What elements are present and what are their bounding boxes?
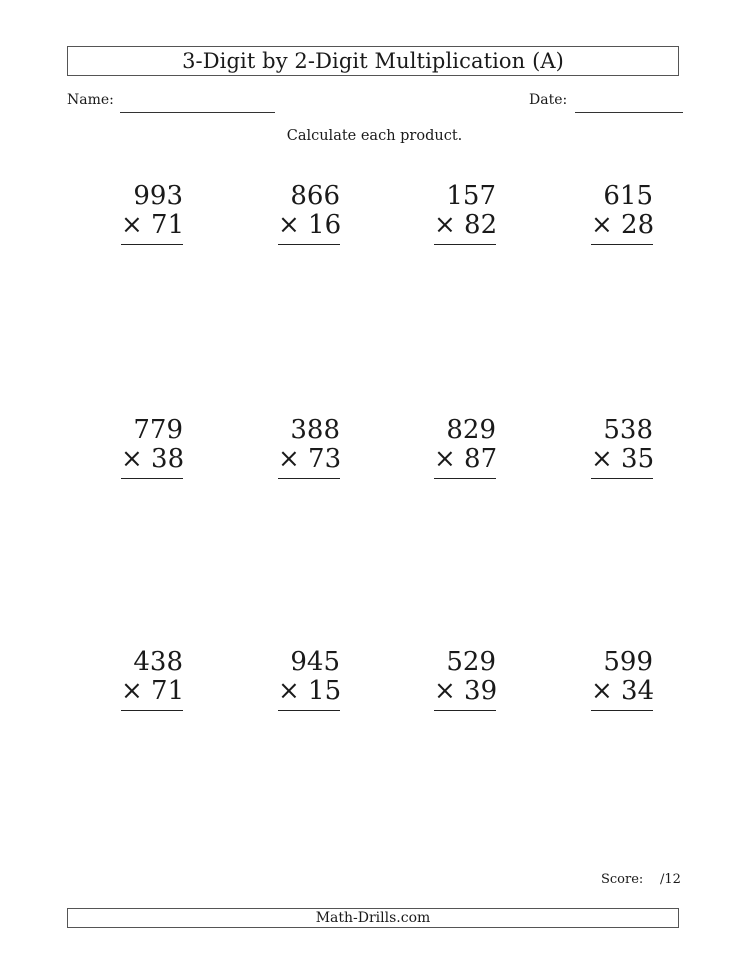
multiplier: × 28 [591,210,655,240]
worksheet-title: 3-Digit by 2-Digit Multiplication (A) [182,49,564,73]
answer-line [434,478,496,479]
multiplier: × 39 [434,676,498,706]
answer-line [591,244,653,245]
multiplier: × 38 [121,444,185,474]
answer-line [121,478,183,479]
score-label: Score: [601,872,644,887]
date-line [575,112,683,113]
problem-1 [121,182,183,245]
multiplicand: 945 [290,647,340,677]
multiplier: × 71 [121,210,185,240]
multiplicand: 388 [290,415,340,445]
problem-5 [121,416,183,479]
multiplier: × 71 [121,676,185,706]
answer-line [591,710,653,711]
problem-10 [278,648,340,711]
problem-8 [591,416,653,479]
answer-line [434,710,496,711]
multiplicand: 599 [603,647,653,677]
multiplicand: 538 [603,415,653,445]
answer-line [278,244,340,245]
answer-line [278,478,340,479]
problem-11 [434,648,496,711]
worksheet-title-box [67,46,679,76]
date-label: Date: [529,92,568,108]
multiplier: × 34 [591,676,655,706]
multiplier: × 82 [434,210,498,240]
problem-2 [278,182,340,245]
problem-9 [121,648,183,711]
problem-12 [591,648,653,711]
problem-3 [434,182,496,245]
name-line [120,112,275,113]
multiplicand: 157 [446,181,496,211]
score-total: /12 [660,872,681,887]
footer-box [67,908,679,928]
footer-site: Math-Drills.com [315,910,431,926]
multiplicand: 529 [446,647,496,677]
problem-6 [278,416,340,479]
multiplicand: 779 [133,415,183,445]
multiplier: × 35 [591,444,655,474]
answer-line [278,710,340,711]
multiplicand: 829 [446,415,496,445]
multiplier: × 15 [278,676,342,706]
multiplicand: 993 [133,181,183,211]
multiplier: × 16 [278,210,342,240]
problem-4 [591,182,653,245]
multiplier: × 87 [434,444,498,474]
multiplier: × 73 [278,444,342,474]
answer-line [591,478,653,479]
multiplicand: 615 [603,181,653,211]
answer-line [121,710,183,711]
instructions: Calculate each product. [286,128,463,144]
multiplicand: 438 [133,647,183,677]
answer-line [434,244,496,245]
answer-line [121,244,183,245]
name-label: Name: [67,92,114,108]
multiplicand: 866 [290,181,340,211]
problem-7 [434,416,496,479]
